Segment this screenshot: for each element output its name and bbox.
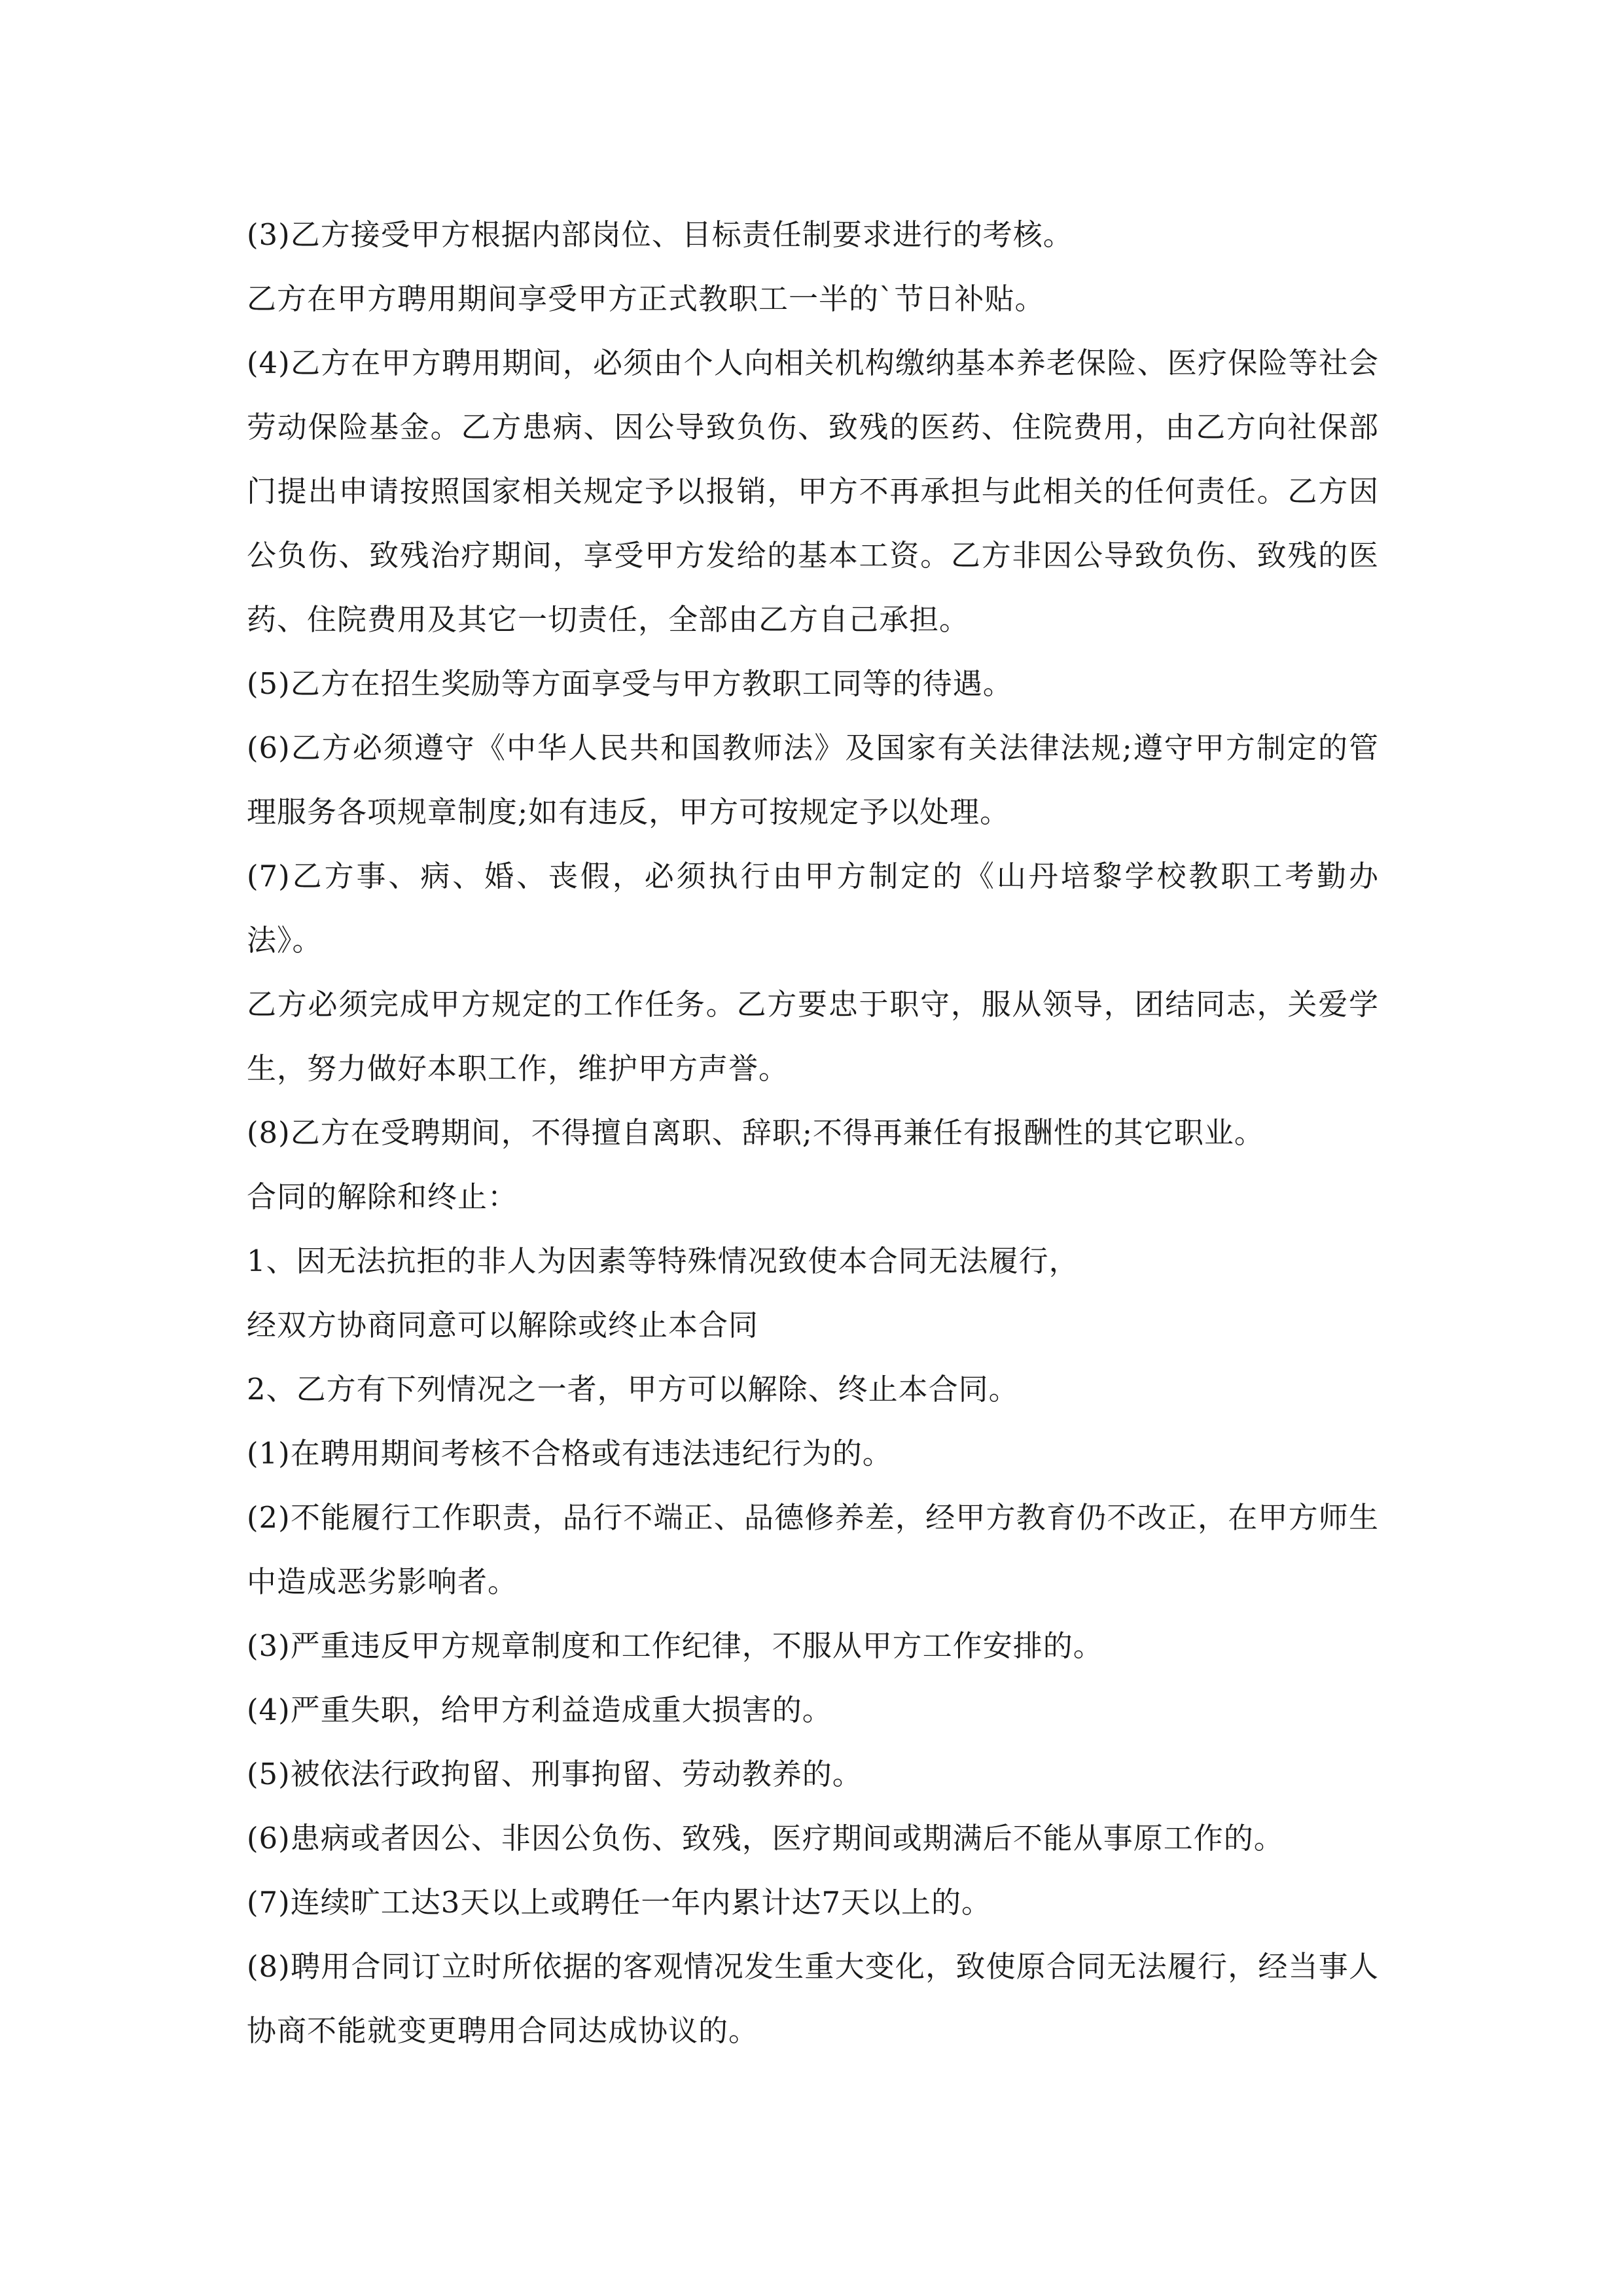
paragraph-holiday-subsidy: 乙方在甲方聘用期间享受甲方正式教职工一半的`节日补贴。 xyxy=(247,281,1045,316)
document-body xyxy=(247,203,1379,2063)
paragraph-clause-8-resignation: (8)乙方在受聘期间，不得擅自离职、辞职;不得再兼任有报酬性的其它职业。 xyxy=(247,1115,1264,1150)
paragraph-item-2: (2)不能履行工作职责，品行不端正、品德修养差，经甲方教育仍不改正，在甲方师生中造成恶劣影响者。 xyxy=(247,1500,1379,1599)
paragraph-item-7: (7)连续旷工达3天以上或聘任一年内累计达7天以上的。 xyxy=(247,1885,992,1920)
paragraph-termination-2: 2、乙方有下列情况之一者，甲方可以解除、终止本合同。 xyxy=(247,1372,1019,1407)
paragraph-clause-5-enrollment: (5)乙方在招生奖励等方面享受与甲方教职工同等的待遇。 xyxy=(247,666,1013,701)
paragraph-clause-3-assessment: (3)乙方接受甲方根据内部岗位、目标责任制要求进行的考核。 xyxy=(247,217,1073,252)
paragraph-clause-4-insurance: (4)乙方在甲方聘用期间，必须由个人向相关机构缴纳基本养老保险、医疗保险等社会劳动保险基金。乙方患病、因公导致负伤、致残的医药、住院费用，由乙方向社保部门提出申请按照国家相关规定予以报销，甲方不再承担与此相关的任何责任。乙方因公负伤、致残治疗期间，享受甲方发给的基本工资。乙方非因公导致负伤、致残的医药、住院费用及其它一切责任，全部由乙方自己承担。 xyxy=(247,346,1379,637)
paragraph-item-8: (8)聘用合同订立时所依据的客观情况发生重大变化，致使原合同无法履行，经当事人协商不能就变更聘用合同达成协议的。 xyxy=(247,1949,1379,2048)
paragraph-termination-1-cont: 经双方协商同意可以解除或终止本合同 xyxy=(247,1308,759,1342)
paragraph-duties: 乙方必须完成甲方规定的工作任务。乙方要忠于职守，服从领导，团结同志，关爱学生，努力做好本职工作，维护甲方声誉。 xyxy=(247,987,1379,1086)
paragraph-item-5: (5)被依法行政拘留、刑事拘留、劳动教养的。 xyxy=(247,1757,863,1791)
paragraph-item-1: (1)在聘用期间考核不合格或有违法违纪行为的。 xyxy=(247,1436,893,1471)
paragraph-item-3: (3)严重违反甲方规章制度和工作纪律，不服从甲方工作安排的。 xyxy=(247,1628,1103,1663)
paragraph-termination-1: 1、因无法抗拒的非人为因素等特殊情况致使本合同无法履行， xyxy=(247,1244,1079,1278)
section-heading-termination: 合同的解除和终止： xyxy=(247,1179,518,1214)
paragraph-item-4: (4)严重失职，给甲方利益造成重大损害的。 xyxy=(247,1693,832,1727)
paragraph-clause-7-leave: (7)乙方事、病、婚、丧假，必须执行由甲方制定的《山丹培黎学校教职工考勤办法》。 xyxy=(247,859,1379,958)
paragraph-clause-6-law: (6)乙方必须遵守《中华人民共和国教师法》及国家有关法律法规;遵守甲方制定的管理服务各项规章制度;如有违反，甲方可按规定予以处理。 xyxy=(247,730,1379,829)
paragraph-item-6: (6)患病或者因公、非因公负伤、致残，医疗期间或期满后不能从事原工作的。 xyxy=(247,1821,1284,1856)
